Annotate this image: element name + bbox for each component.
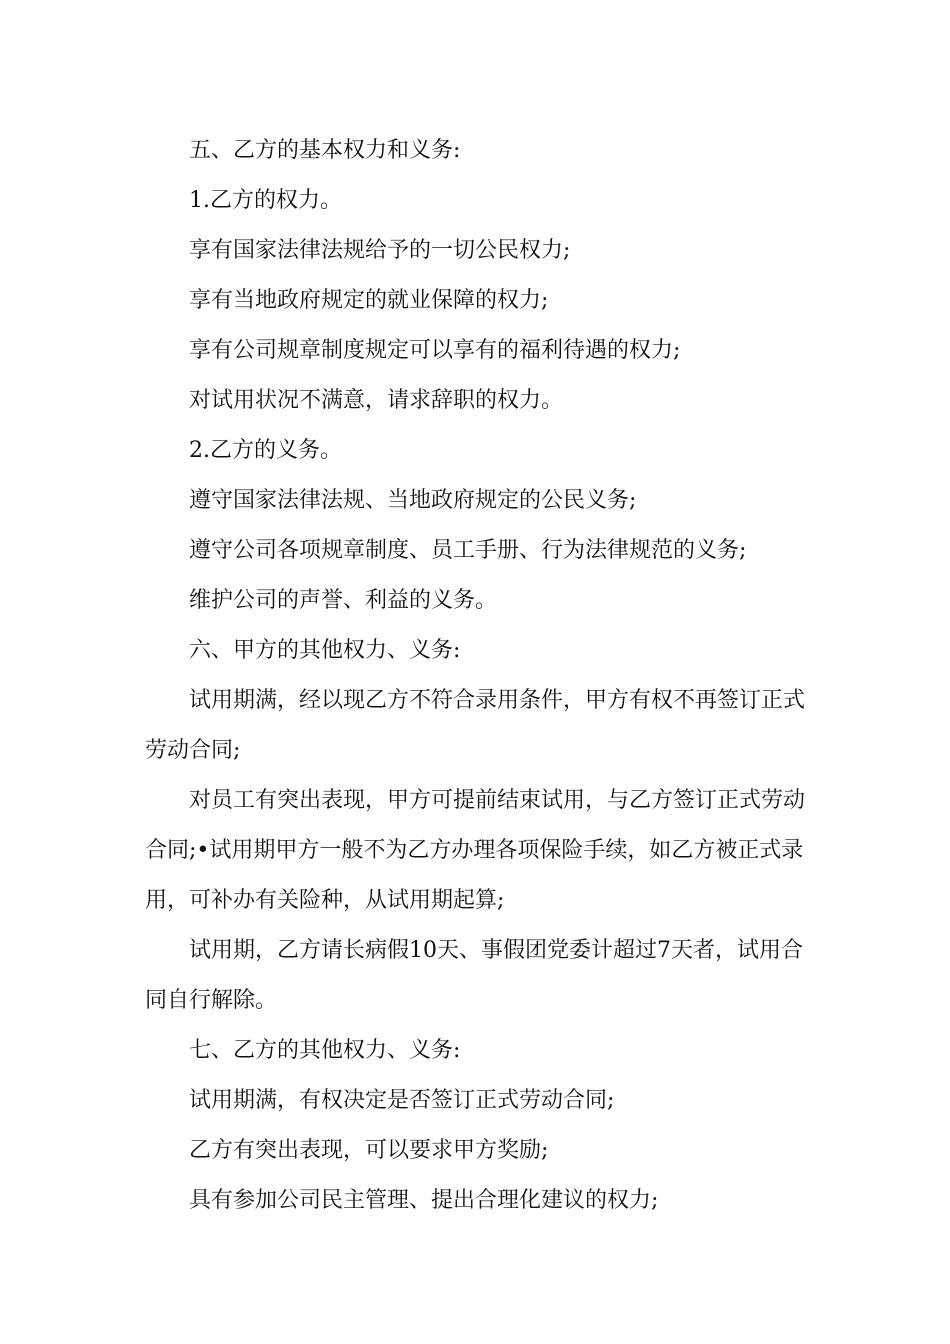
section-heading-5: 五、乙方的基本权力和义务: — [189, 138, 461, 163]
section-heading-6: 六、甲方的其他权力、义务: — [189, 638, 461, 663]
paragraph: 具有参加公司民主管理、提出合理化建议的权力; — [189, 1188, 659, 1213]
document-body — [145, 126, 810, 1226]
paragraph: 享有当地政府规定的就业保障的权力; — [189, 288, 549, 313]
paragraph: 对员工有突出表现，甲方可提前结束试用，与乙方签订正式劳动合同;•试用期甲方一般不为乙方办理各项保险手续，如乙方被正式录用，可补办有关险种，从试用期起算; — [145, 788, 806, 913]
section-heading-7: 七、乙方的其他权力、义务: — [189, 1038, 461, 1063]
paragraph: 乙方有突出表现，可以要求甲方奖励; — [189, 1138, 549, 1163]
subheading-party-b-obligations: 2.乙方的义务。 — [189, 438, 342, 463]
paragraph: 享有国家法律法规给予的一切公民权力; — [189, 238, 571, 263]
subheading-party-b-rights: 1.乙方的权力。 — [189, 188, 342, 213]
paragraph: 试用期，乙方请长病假10天、事假团党委计超过7天者，试用合同自行解除。 — [145, 938, 803, 1013]
paragraph: 试用期满，有权决定是否签订正式劳动合同; — [189, 1088, 615, 1113]
paragraph: 对试用状况不满意，请求辞职的权力。 — [189, 388, 564, 413]
paragraph: 遵守国家法律法规、当地政府规定的公民义务; — [189, 488, 637, 513]
paragraph: 享有公司规章制度规定可以享有的福利待遇的权力; — [189, 338, 681, 363]
paragraph: 维护公司的声誉、利益的义务。 — [189, 588, 498, 613]
paragraph: 试用期满，经以现乙方不符合录用条件，甲方有权不再签订正式劳动合同; — [145, 688, 806, 763]
paragraph: 遵守公司各项规章制度、员工手册、行为法律规范的义务; — [189, 538, 747, 563]
